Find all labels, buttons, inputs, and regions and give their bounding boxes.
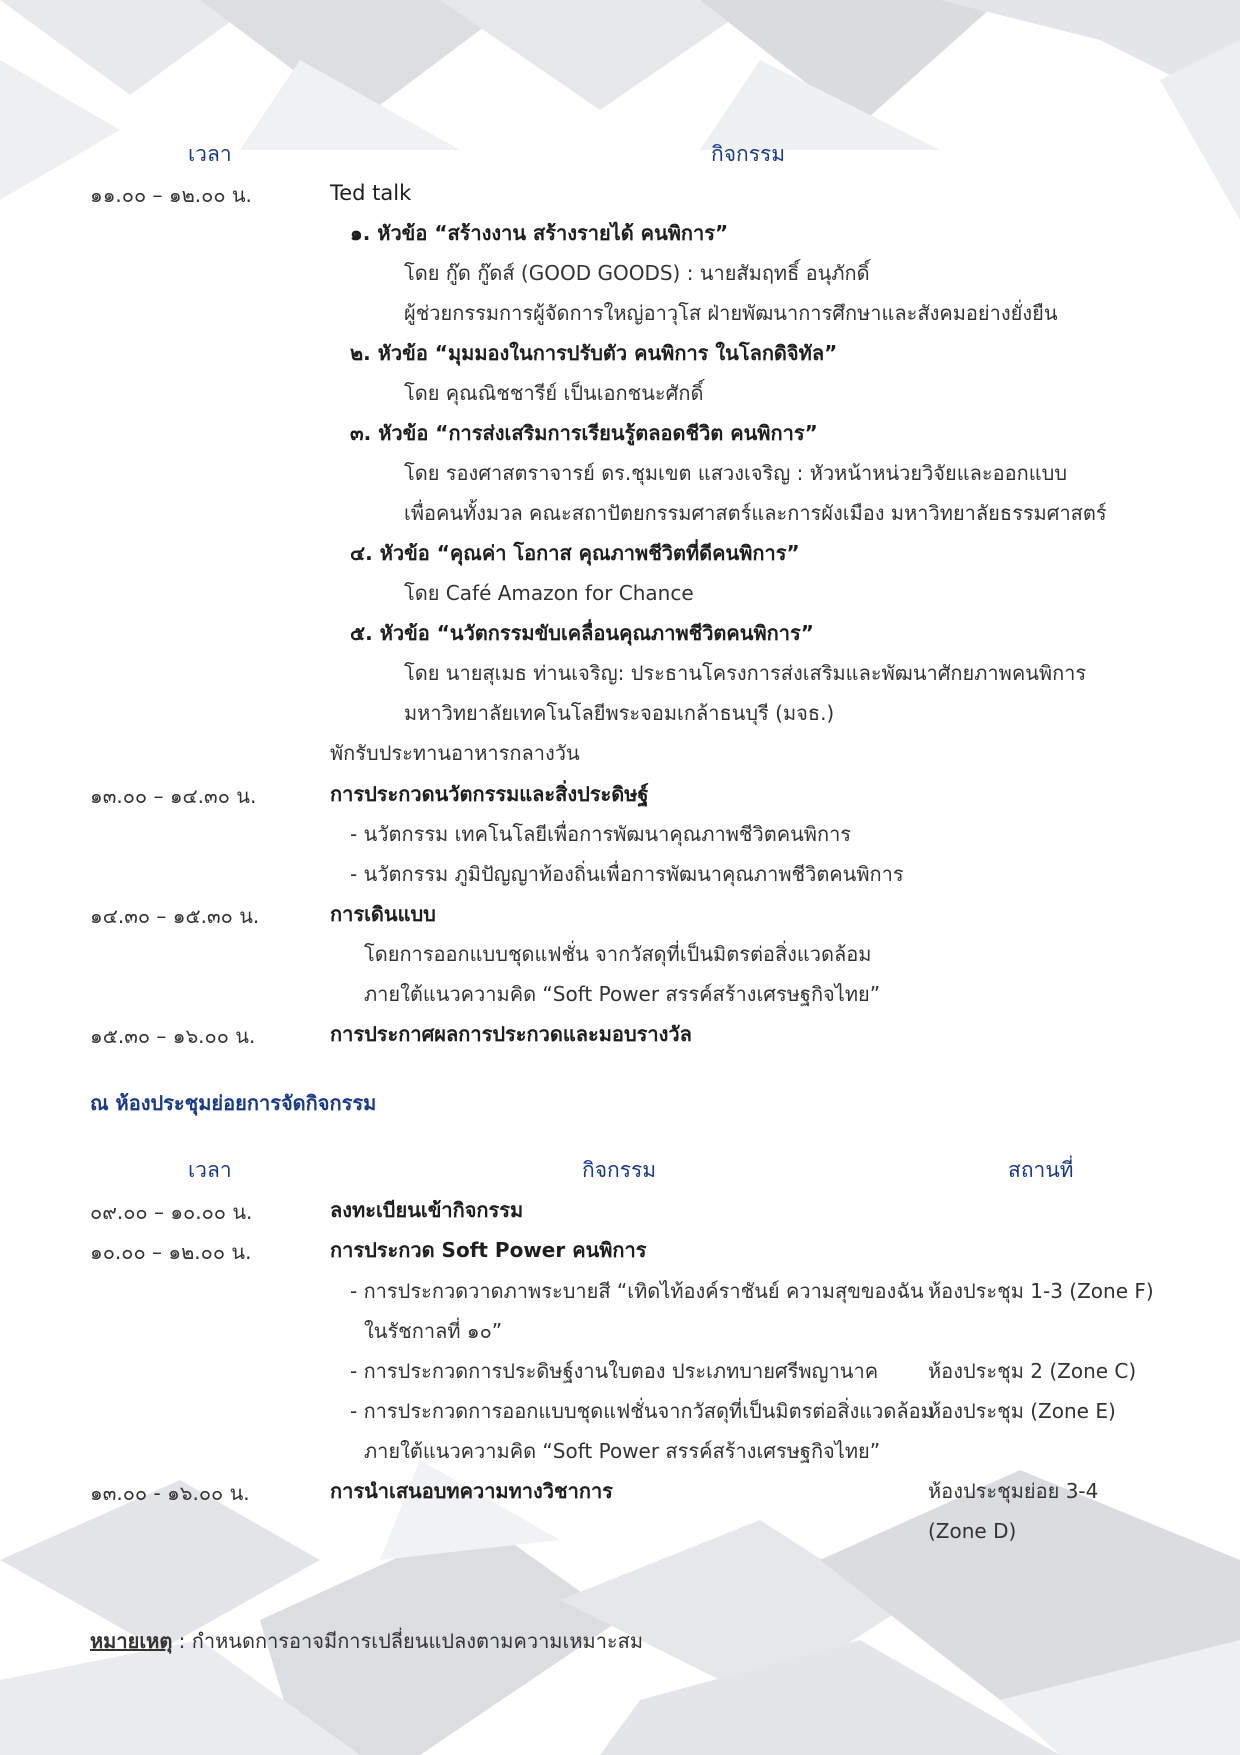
header-activity: กิจกรรม (582, 1158, 657, 1182)
topic-speaker: โดย Café Amazon for Chance (404, 581, 694, 605)
contest-venue: ห้องประชุม 1-3 (Zone F) (928, 1279, 1154, 1303)
footnote-label: หมายเหตุ (90, 1629, 173, 1653)
topic-speaker: โดย รองศาสตราจารย์ ดร.ชุมเขต แสวงเจริญ : หัวหน้าหน่วยวิจัยและออกแบบ (404, 461, 1068, 485)
header-time: เวลา (188, 1158, 232, 1182)
topic-title: ๑. หัวข้อ “สร้างงาน สร้างรายได้ คนพิการ” (350, 221, 729, 245)
activity-title: การประกวด Soft Power คนพิการ (330, 1238, 647, 1262)
topic-speaker: โดย นายสุเมธ ท่านเจริญ: ประธานโครงการส่งเสริมและพัฒนาศักยภาพคนพิการ (404, 661, 1087, 685)
activity-title: การประกาศผลการประกวดและมอบรางวัล (330, 1022, 692, 1046)
footnote-text: : กำหนดการอาจมีการเปลี่ยนแปลงตามความเหมาะสม (172, 1629, 644, 1653)
contest-item: - การประกวดวาดภาพระบายสี “เทิดไท้องค์ราชันย์ ความสุขของฉัน (350, 1279, 924, 1303)
contest-item: - การประกวดการประดิษฐ์งานใบตอง ประเภทบายศรีพญานาค (350, 1359, 879, 1383)
contest-venue: ห้องประชุม 2 (Zone C) (928, 1359, 1137, 1383)
topic-speaker-detail: ผู้ช่วยกรรมการผู้จัดการใหญ่อาวุโส ฝ่ายพัฒนาการศึกษาและสังคมอย่างยั่งยืน (404, 301, 1058, 325)
activity-item: - นวัตกรรม ภูมิปัญญาท้องถิ่นเพื่อการพัฒนาคุณภาพชีวิตคนพิการ (350, 862, 904, 886)
activity-item: - นวัตกรรม เทคโนโลยีเพื่อการพัฒนาคุณภาพชีวิตคนพิการ (350, 822, 852, 846)
footnote (90, 1631, 643, 1651)
contest-item: - การประกวดการออกแบบชุดแฟชั่นจากวัสดุที่เป็นมิตรต่อสิ่งแวดล้อม (350, 1399, 934, 1423)
slot-time: ๑๕.๓๐ – ๑๖.๐๐ น. (90, 1024, 256, 1048)
slot-time: ๑๐.๐๐ – ๑๒.๐๐ น. (90, 1240, 252, 1264)
academic-venue: ห้องประชุมย่อย 3-4 (928, 1479, 1099, 1503)
topic-title: ๒. หัวข้อ “มุมมองในการปรับตัว คนพิการ ในโลกดิจิทัล” (350, 341, 838, 365)
activity-title: การประกวดนวัตกรรมและสิ่งประดิษฐ์ (330, 782, 649, 806)
slot-time: ๑๔.๓๐ – ๑๕.๓๐ น. (90, 904, 260, 928)
topic-speaker-detail: มหาวิทยาลัยเทคโนโลยีพระจอมเกล้าธนบุรี (มจธ.) (404, 701, 835, 725)
section-title: ณ ห้องประชุมย่อยการจัดกิจกรรม (90, 1091, 377, 1115)
header-time: เวลา (188, 142, 232, 166)
activity-detail: ภายใต้แนวความคิด “Soft Power สรรค์สร้างเศรษฐกิจไทย” (364, 982, 881, 1006)
slot-time: ๑๓.๐๐ - ๑๖.๐๐ น. (90, 1481, 250, 1505)
topic-title: ๔. หัวข้อ “คุณค่า โอกาส คุณภาพชีวิตที่ดีคนพิการ” (350, 541, 800, 565)
topic-speaker: โดย กู๊ด กู๊ดส์ (GOOD GOODS) : นายสัมฤทธิ์ อนุภักดิ์ (404, 261, 870, 285)
slot-time: ๑๓.๐๐ – ๑๔.๓๐ น. (90, 784, 257, 808)
topic-speaker-detail: เพื่อคนทั้งมวล คณะสถาปัตยกรรมศาสตร์และการผังเมือง มหาวิทยาลัยธรรมศาสตร์ (404, 501, 1107, 525)
topic-title: ๓. หัวข้อ “การส่งเสริมการเรียนรู้ตลอดชีวิต คนพิการ” (350, 421, 818, 445)
topic-title: ๕. หัวข้อ “นวัตกรรมขับเคลื่อนคุณภาพชีวิตคนพิการ” (350, 621, 814, 645)
lunch-break: พักรับประทานอาหารกลางวัน (330, 741, 580, 765)
slot-time: ๐๙.๐๐ – ๑๐.๐๐ น. (90, 1200, 253, 1224)
activity-title: ลงทะเบียนเข้ากิจกรรม (330, 1198, 524, 1222)
contest-item-cont: ภายใต้แนวความคิด “Soft Power สรรค์สร้างเศรษฐกิจไทย” (364, 1439, 881, 1463)
contest-item-cont: ในรัชกาลที่ ๑๐” (364, 1319, 503, 1343)
topic-speaker: โดย คุณณิชชารีย์ เป็นเอกชนะศักดิ์ (404, 381, 704, 405)
activity-title: การนำเสนอบทความทางวิชาการ (330, 1479, 613, 1503)
academic-venue-zone: (Zone D) (928, 1519, 1017, 1543)
slot-time: ๑๑.๐๐ – ๑๒.๐๐ น. (90, 183, 252, 207)
activity-detail: โดยการออกแบบชุดแฟชั่น จากวัสดุที่เป็นมิตรต่อสิ่งแวดล้อม (364, 942, 872, 966)
contest-venue: ห้องประชุม (Zone E) (928, 1399, 1116, 1423)
activity-title: การเดินแบบ (330, 902, 436, 926)
ted-talk-title: Ted talk (330, 181, 412, 205)
header-activity: กิจกรรม (711, 142, 786, 166)
header-venue: สถานที่ (1008, 1158, 1074, 1182)
